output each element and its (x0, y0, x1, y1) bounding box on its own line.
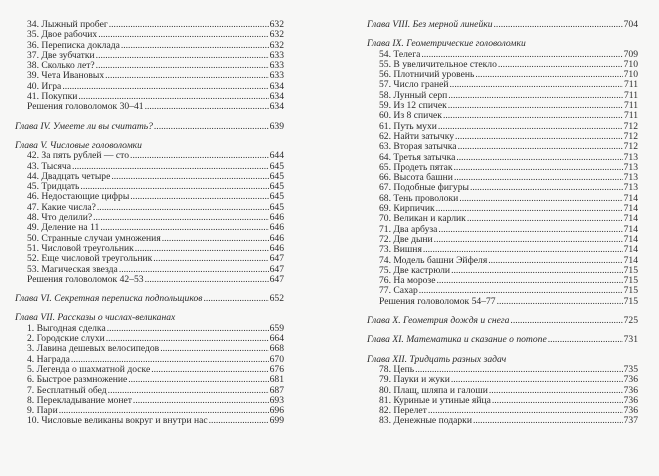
entry-page: 632 (269, 39, 284, 51)
entry-page: 681 (269, 374, 284, 386)
entry-title: 47. Какие числа? (27, 201, 96, 213)
chapter-title: Глава XI. Математика и сказание о потопе (367, 334, 547, 346)
entry-title: 6. Быстрое размножение (27, 374, 128, 386)
entry-title: 41. Покупки (27, 91, 78, 103)
chapter-page: 639 (269, 120, 284, 132)
entry-title: 4. Награда (27, 353, 70, 365)
entry-title: 49. Деление на 11 (27, 222, 100, 234)
entry-title: 60. Из 8 спичек (379, 110, 442, 122)
entry-title: 67. Подобные фигуры (379, 182, 469, 194)
entry-page: 687 (269, 384, 284, 396)
entry-title: 82. Перелет (379, 405, 427, 417)
dot-leader (438, 225, 622, 235)
dot-leader (498, 60, 623, 70)
chapter-title: Глава X. Геометрия дождя и снега (367, 315, 510, 327)
entry-title: 53. Магическая звезда (27, 263, 118, 275)
dot-leader (93, 213, 268, 223)
chapter-title: Глава VI. Секретная переписка подпольщиков (15, 293, 203, 305)
entry-title: 52. Еще числовой треугольник (27, 253, 153, 265)
entry-page: 646 (269, 242, 284, 254)
dot-leader (128, 375, 268, 385)
dot-leader (130, 151, 269, 161)
entry-page: 736 (623, 384, 638, 396)
dot-leader (98, 30, 268, 40)
entry-page: 676 (269, 363, 284, 375)
entry-title: 35. Двое рабочих (27, 29, 98, 41)
dot-leader (105, 71, 268, 81)
entry-title: 68. Тень проволоки (379, 192, 459, 204)
entry-title: Решения головоломок 42–53 (27, 273, 144, 285)
entry-page: 670 (269, 353, 284, 365)
entry-page: 714 (623, 203, 638, 215)
entry-title: 42. За пять рублей — сто (27, 150, 130, 162)
entry-page: 634 (269, 101, 284, 113)
chapter-title: Глава XII. Тридцать разных задач (367, 353, 507, 365)
dot-leader (467, 214, 623, 224)
dot-leader (107, 324, 269, 334)
dot-leader (448, 101, 623, 111)
entry-title: 59. Из 12 спичек (379, 100, 447, 112)
toc-entry[interactable] (367, 375, 638, 385)
dot-leader (162, 234, 269, 244)
entry-page: 633 (269, 60, 284, 72)
dot-leader (145, 102, 269, 112)
dot-leader (135, 244, 269, 254)
entry-page: 712 (623, 130, 638, 142)
toc-chapter-10[interactable] (367, 316, 638, 326)
dot-leader (437, 276, 623, 286)
dot-leader (456, 153, 622, 163)
dot-leader (455, 132, 623, 142)
dot-leader (203, 294, 268, 304)
entry-title: 1. Выгодная сделка (27, 322, 106, 334)
chapter-title: Глава VII. Рассказы о числах-великанах (15, 312, 176, 324)
dot-leader (448, 91, 623, 101)
entry-title: 61. Путь мухи (379, 120, 437, 132)
entry-page: 633 (269, 49, 284, 61)
entry-page: 711 (623, 100, 638, 112)
entry-title: 72. Две дыни (379, 233, 433, 245)
entry-title: 51. Числовой треугольник (27, 242, 134, 254)
entry-page: 713 (623, 161, 638, 173)
entry-page: 709 (623, 48, 638, 60)
entry-page: 645 (269, 170, 284, 182)
entry-title: 48. Что делили? (27, 212, 93, 224)
entry-page: 645 (269, 160, 284, 172)
entry-title: 46. Недостающие цифры (27, 191, 130, 203)
entry-page: 713 (623, 182, 638, 194)
entry-title: 7. Бесплатный обед (27, 384, 107, 396)
entry-page: 659 (269, 322, 284, 334)
entry-page: 714 (623, 233, 638, 245)
entry-page: 712 (623, 141, 638, 153)
toc-entry-solutions[interactable] (15, 275, 284, 285)
entry-title: 43. Тысяча (27, 160, 71, 172)
chapter-page: 725 (623, 315, 638, 327)
entry-page: 715 (623, 295, 638, 307)
entry-page: 645 (269, 201, 284, 213)
dot-leader (438, 122, 623, 132)
dot-leader (475, 70, 622, 80)
entry-page: 646 (269, 232, 284, 244)
entry-title: Решения головоломок 54–77 (379, 295, 496, 307)
entry-title: 65. Продеть пятак (379, 161, 453, 173)
entry-page: 736 (623, 374, 638, 386)
entry-title: 50. Странные случаи умножения (27, 232, 161, 244)
toc-entry[interactable] (367, 245, 638, 255)
entry-page: 710 (623, 58, 638, 70)
entry-page: 646 (269, 212, 284, 224)
right-page (330, 0, 659, 476)
entry-title: 2. Городские слухи (27, 333, 105, 345)
entry-title: 66. Высота башни (379, 172, 453, 184)
dot-leader (96, 51, 269, 61)
toc-entry[interactable] (367, 416, 638, 426)
toc-chapter-4[interactable] (15, 122, 284, 132)
entry-page: 715 (623, 275, 638, 287)
dot-leader (451, 375, 623, 385)
entry-page: 714 (623, 223, 638, 235)
entry-page: 634 (269, 91, 284, 103)
toc-entry[interactable] (15, 254, 284, 264)
entry-page: 668 (269, 343, 284, 355)
dot-leader (97, 203, 269, 213)
chapter-title: Глава VIII. Без мерной линейки (367, 19, 493, 30)
entry-page: 714 (623, 213, 638, 225)
dot-leader (145, 275, 269, 285)
entry-page: 736 (623, 394, 638, 406)
dot-leader (459, 194, 622, 204)
toc-entry-solutions[interactable] (367, 297, 638, 307)
dot-leader (492, 396, 623, 406)
entry-page: 715 (623, 264, 638, 276)
entry-title: 44. Двадцать четыре (27, 170, 111, 182)
dot-leader (489, 386, 623, 396)
entry-title: 8. Перекладывание монет (27, 394, 132, 406)
toc-chapter-8[interactable] (367, 20, 638, 30)
entry-page: 664 (269, 333, 284, 345)
dot-leader (62, 82, 268, 92)
dot-leader (470, 183, 623, 193)
entry-title: 38. Сколько лет? (27, 60, 95, 72)
chapter-page: 652 (269, 293, 284, 305)
dot-leader (111, 172, 268, 182)
entry-page: 713 (623, 172, 638, 184)
entry-page: 644 (269, 150, 284, 162)
entry-title: 57. Число граней (379, 79, 449, 91)
entry-title: 80. Плащ, шляпа и галоши (379, 384, 488, 396)
dot-leader (494, 20, 623, 30)
entry-page: 645 (269, 191, 284, 203)
entry-page: 647 (269, 273, 284, 285)
chapter-title: Глава IX. Геометрические головоломки (367, 38, 526, 50)
entry-page: 699 (269, 415, 284, 427)
entry-page: 735 (623, 363, 638, 375)
dot-leader (454, 173, 623, 183)
entry-page: 710 (623, 69, 638, 81)
entry-title: 75. Две кастрюли (379, 264, 451, 276)
dot-leader (130, 192, 268, 202)
entry-title: 9. Пари (27, 405, 58, 417)
dot-leader (548, 335, 623, 345)
dot-leader (154, 122, 269, 132)
entry-page: 715 (623, 285, 638, 297)
entry-page: 737 (623, 415, 638, 427)
entry-title: 37. Две зубчатки (27, 49, 95, 61)
entry-title: 54. Телега (379, 48, 421, 60)
entry-title: 39. Чета Ивановых (27, 70, 105, 82)
dot-leader (109, 20, 269, 30)
entry-page: 712 (623, 120, 638, 132)
chapter-page: 731 (623, 334, 638, 346)
entry-title: 3. Лавина дешевых велосипедов (27, 343, 160, 355)
entry-title: 71. Два арбуза (379, 223, 438, 235)
dot-leader (121, 41, 269, 51)
entry-page: 714 (623, 192, 638, 204)
entry-title: 62. Найти затычку (379, 130, 455, 142)
dot-leader (458, 142, 623, 152)
dot-leader (450, 80, 623, 90)
entry-page: 711 (623, 79, 638, 91)
dot-leader (151, 365, 268, 375)
entry-title: 64. Третья затычка (379, 151, 456, 163)
entry-title: 34. Лыжный пробег (27, 19, 108, 30)
toc-left-column (15, 20, 284, 427)
entry-title: 73. Вишня (379, 244, 422, 256)
dot-leader (454, 163, 623, 173)
dot-leader (153, 254, 268, 264)
entry-page: 696 (269, 405, 284, 417)
entry-page: 633 (269, 70, 284, 82)
entry-title: 74. Модель башни Эйфеля (379, 254, 488, 266)
dot-leader (473, 416, 623, 426)
chapter-title: Глава V. Числовые головоломки (15, 139, 142, 151)
entry-title: Решения головоломок 30–41 (27, 101, 144, 113)
entry-title: 83. Денежные подарки (379, 415, 472, 427)
entry-page: 714 (623, 254, 638, 266)
toc-chapter-6[interactable] (15, 294, 284, 304)
entry-title: 36. Переписка доклада (27, 39, 120, 51)
toc-chapter-11[interactable] (367, 335, 638, 345)
dot-leader (209, 416, 269, 426)
entry-page: 632 (269, 19, 284, 30)
entry-page: 713 (623, 151, 638, 163)
entry-title: 69. Кирпичик (379, 203, 435, 215)
dot-leader (488, 256, 622, 266)
entry-page: 714 (623, 244, 638, 256)
entry-title: 58. Лунный серп (379, 89, 448, 101)
entry-title: 10. Числовые великаны вокруг и внутри нас (27, 415, 208, 427)
toc-right-column (367, 20, 638, 427)
entry-page: 647 (269, 263, 284, 275)
dot-leader (96, 61, 269, 71)
toc-entry[interactable] (15, 416, 284, 426)
entry-title: 79. Пауки и жуки (379, 374, 450, 386)
dot-leader (451, 266, 623, 276)
entry-title: 40. Игра (27, 80, 62, 92)
dot-leader (434, 235, 623, 245)
dot-leader (443, 111, 623, 121)
entry-page: 645 (269, 181, 284, 193)
entry-page: 634 (269, 80, 284, 92)
chapter-title: Глава IV. Умеете ли вы считать? (15, 120, 153, 132)
entry-title: 70. Великан и карлик (379, 213, 466, 225)
entry-title: 55. В увеличительное стекло (379, 58, 497, 70)
entry-page: 632 (269, 29, 284, 41)
entry-title: 45. Тридцать (27, 181, 80, 193)
dot-leader (497, 297, 623, 307)
toc-entry[interactable] (15, 375, 284, 385)
entry-page: 711 (623, 110, 638, 122)
chapter-page: 704 (623, 19, 638, 30)
dot-leader (133, 396, 269, 406)
entry-title: 78. Цепь (379, 363, 415, 375)
dot-leader (160, 344, 268, 354)
entry-title: 5. Легенда о шахматной доске (27, 363, 151, 375)
entry-title: 63. Вторая затычка (379, 141, 457, 153)
entry-page: 646 (269, 222, 284, 234)
entry-title: 76. На морозе (379, 275, 436, 287)
dot-leader (510, 316, 622, 326)
entry-page: 693 (269, 394, 284, 406)
dot-leader (423, 245, 623, 255)
toc-entry-solutions[interactable] (15, 102, 284, 112)
entry-page: 711 (623, 89, 638, 101)
entry-title: 81. Куриные и утиные яйца (379, 394, 491, 406)
entry-page: 647 (269, 253, 284, 265)
entry-title: 56. Плотничий уровень (379, 69, 475, 81)
entry-title: 77. Сахар (379, 285, 418, 297)
entry-page: 736 (623, 405, 638, 417)
